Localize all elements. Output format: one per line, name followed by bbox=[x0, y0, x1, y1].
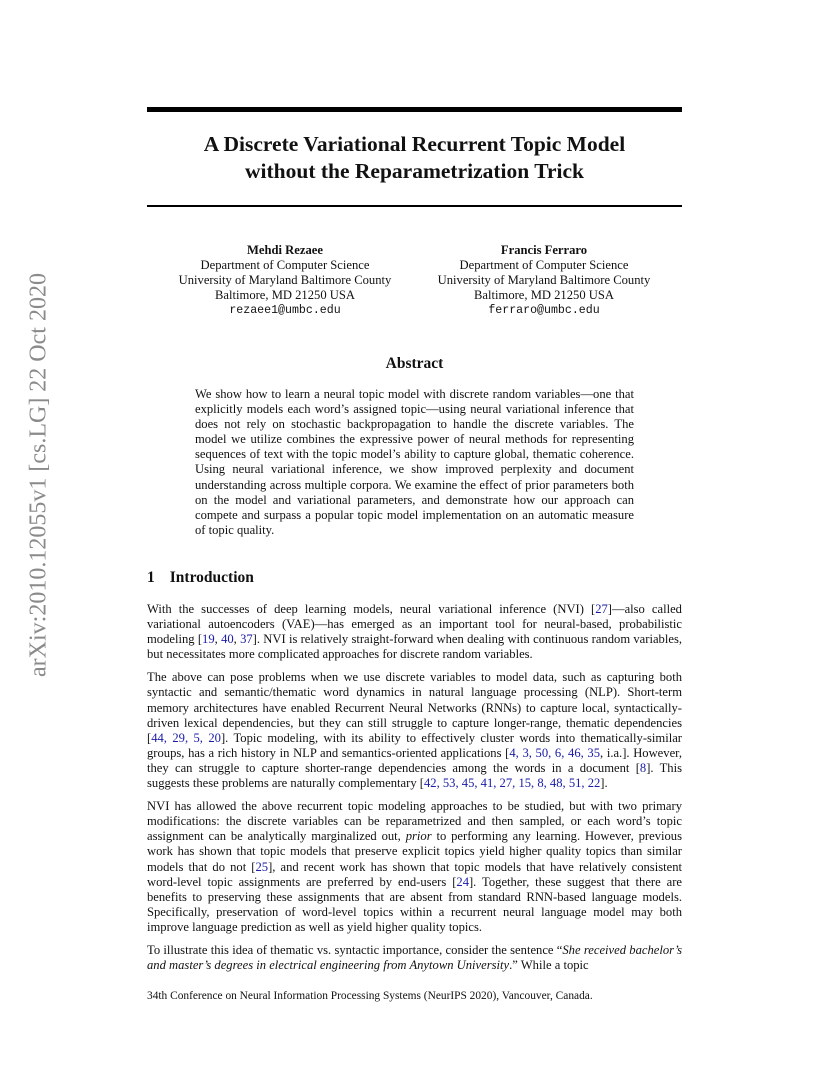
paragraph-4: To illustrate this idea of thematic vs. syntactic importance, consider the sentence “She received bachelor’s and master’s degrees in electrical engineering from Anytown University.” While a topic bbox=[147, 942, 682, 973]
citation-link[interactable]: 4, 3, 50, 6, 46, 35 bbox=[509, 745, 601, 760]
citation-link[interactable]: 25 bbox=[255, 859, 269, 874]
citation-link[interactable]: 19 bbox=[202, 632, 215, 647]
author-university: University of Maryland Baltimore County bbox=[178, 273, 392, 287]
author-email[interactable]: rezaee1@umbc.edu bbox=[229, 304, 341, 317]
citation-link[interactable]: 27 bbox=[595, 602, 608, 616]
author-address: Baltimore, MD 21250 USA bbox=[215, 288, 355, 302]
author-block-2 bbox=[410, 243, 678, 318]
abstract-heading: Abstract bbox=[385, 355, 444, 372]
arxiv-sidebar-stamp bbox=[21, 273, 56, 677]
author-department: Department of Computer Science bbox=[459, 258, 629, 272]
title-line-2: without the Reparametrization Trick bbox=[245, 159, 584, 183]
author-address: Baltimore, MD 21250 USA bbox=[474, 288, 614, 302]
paper-title bbox=[147, 131, 682, 185]
author-name: Mehdi Rezaee bbox=[247, 243, 323, 257]
citation-link[interactable]: 37 bbox=[240, 632, 253, 647]
title-bottom-rule bbox=[147, 205, 682, 207]
paragraph-3: NVI has allowed the above recurrent topic modeling approaches to be studied, but with two primary modifications: the discrete variables can be reparametrized and then sampled, or each word’s topic assignment can be analytically marginalized out, prior to performing any learning. However, previous work has shown that topic models that preserve explicit topics yield higher quality topics than similar models that do not [25], and recent work has shown that topic models that have relatively consistent word-level topic assignments are preferred by end-users [24]. Together, these suggest that there are benefits to preserving these assignments that are absent from standard RNN-based language models. Specifically, preservation of word-level topics within a recurrent neural language model may both improve language prediction as well as yield higher quality topics. bbox=[147, 799, 682, 934]
citation-link[interactable]: 24 bbox=[456, 874, 469, 889]
title-top-rule bbox=[147, 107, 682, 112]
section-heading bbox=[147, 569, 254, 587]
author-university: University of Maryland Baltimore County bbox=[437, 273, 651, 287]
section-title: Introduction bbox=[169, 569, 254, 586]
author-block-1 bbox=[150, 243, 420, 318]
title-line-1: A Discrete Variational Recurrent Topic Model bbox=[203, 132, 626, 156]
author-department: Department of Computer Science bbox=[200, 258, 370, 272]
section-body bbox=[147, 602, 682, 981]
citation-link[interactable]: 44, 29, 5, 20 bbox=[151, 730, 221, 745]
citation-link[interactable]: 8 bbox=[639, 760, 647, 775]
citation-link[interactable]: 40 bbox=[221, 632, 234, 647]
abstract-text: We show how to learn a neural topic model with discrete random variables—one that explicitly models each word’s assigned topic—using neural variational inference that does not rely on stochastic backpropagation to handle the discrete variables. The model we utilize combines the expressive power of neural methods for representing sequences of text with the topic model’s ability to capture global, thematic coherence. Using neural variational inference, we show improved perplexity and document understanding across multiple corpora. We examine the effect of prior parameters both on the model and variational parameters, and demonstrate how our approach can compete and surpass a popular topic model implementation on an automatic measure of topic quality. bbox=[195, 387, 634, 537]
citation-link[interactable]: 42, 53, 45, 41, 27, 15, 8, 48, 51, 22 bbox=[423, 776, 601, 791]
author-email[interactable]: ferraro@umbc.edu bbox=[488, 304, 600, 317]
arxiv-identifier: arXiv:2010.12055v1 [cs.LG] 22 Oct 2020 bbox=[25, 273, 51, 677]
paragraph-2: The above can pose problems when we use discrete variables to model data, such as capturing both syntactic and semantic/thematic word dynamics in natural language processing (NLP). Short-term memory architectures have enabled Recurrent Neural Networks (RNNs) to capture local, syntactically-driven lexical dependencies, but they can still struggle to capture longer-range, thematic dependencies [44, 29, 5, 20]. Topic modeling, with its ability to effectively cluster words into thematically-similar groups, has a rich history in NLP and semantics-oriented applications [4, 3, 50, 6, 46, 35, i.a.]. However, they can struggle to capture shorter-range dependencies among the words in a document [8]. This suggests these problems are naturally complementary [42, 53, 45, 41, 27, 15, 8, 48, 51, 22]. bbox=[147, 670, 682, 791]
section-number: 1 bbox=[147, 569, 155, 586]
author-name: Francis Ferraro bbox=[500, 243, 588, 257]
conference-footnote: 34th Conference on Neural Information Processing Systems (NeurIPS 2020), Vancouver, Canada. bbox=[147, 990, 593, 1002]
paragraph-1: With the successes of deep learning models, neural variational inference (NVI) [27]—also called variational autoencoders (VAE)—has emerged as an important tool for neural-based, probabilistic modeling [19, 40, 37]. NVI is relatively straight-forward when dealing with continuous random variables, but necessitates more complicated approaches for discrete random variables. bbox=[147, 602, 682, 662]
